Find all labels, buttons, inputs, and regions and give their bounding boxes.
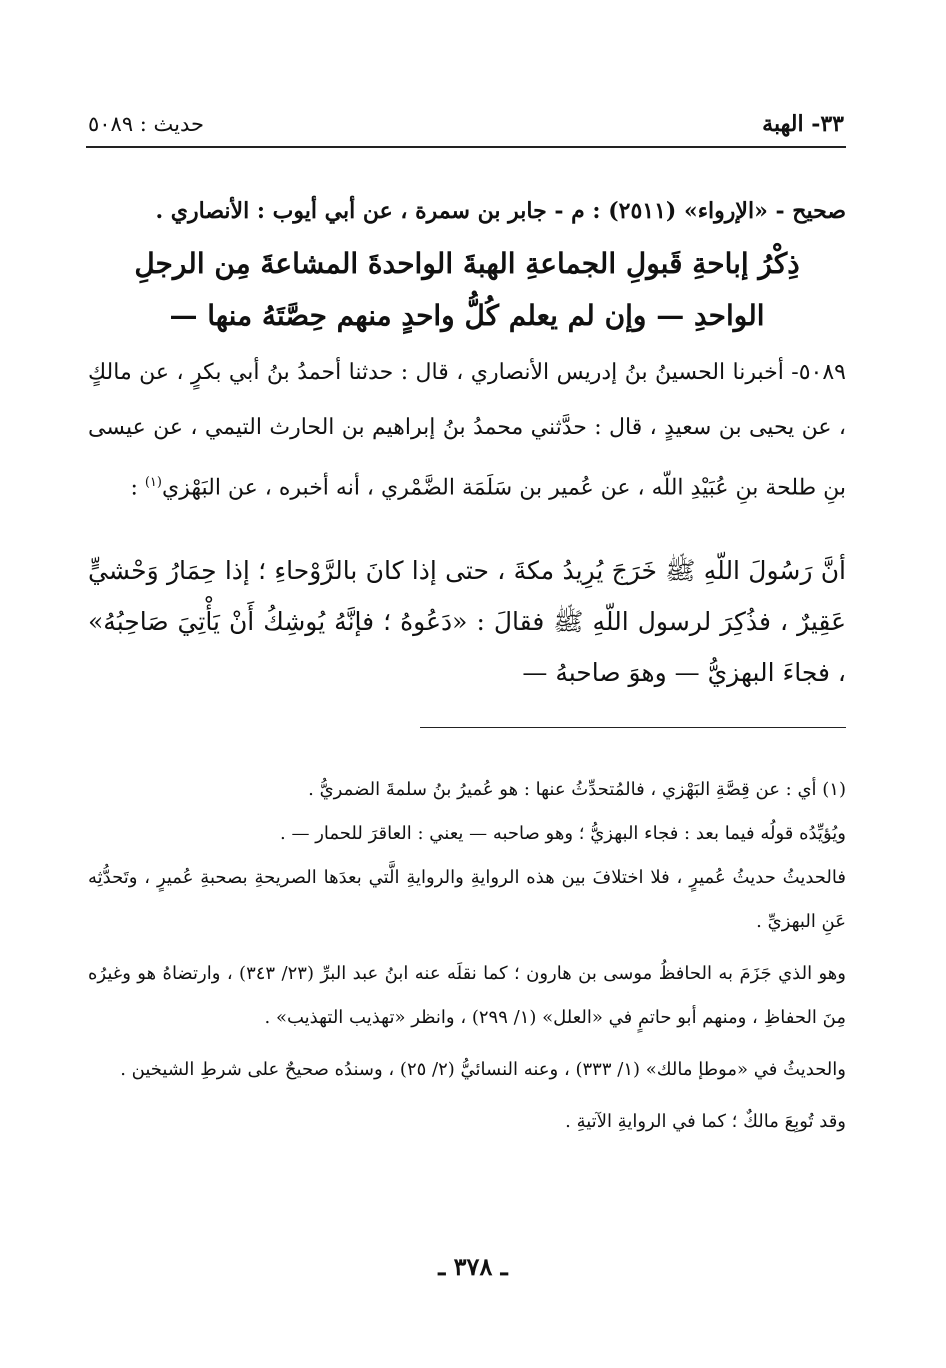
footnote-4: وهو الذي جَزَمَ به الحافظُ موسى بن هارون ؛ كما نقلَه عنه ابنُ عبد البرِّ (٢٣/ ٣٤٣) ، وارتضاهُ هو وغيرُه مِنَ الحفاظِ ، ومنهم أبو حاتمٍ في «العلل» (١/ ٢٩٩) ، وانظر «تهذيب التهذيب» . xyxy=(88,963,846,1028)
hadith-reference: حديث : ٥٠٨٩ xyxy=(88,112,205,136)
grade-line: صحيح - «الإرواء» (٢٥١١) : م - جابر بن سمرة ، عن أبي أيوب : الأنصاري . xyxy=(155,198,846,224)
footnote-5: والحديثُ في «موطإ مالك» (١/ ٣٣٣) ، وعنه النسائيُّ (٢/ ٢٥) ، وسندُه صحيحٌ على شرطِ الشيخين . xyxy=(120,1059,846,1080)
running-header xyxy=(88,108,844,140)
footnote-marker: (١) xyxy=(144,475,162,490)
footnote-2: ويُؤيِّدُه قولُه فيما بعد : فجاء البهزيُّ ؛ وهو صاحبه — يعني : العاقرَ للحمار — . xyxy=(280,823,846,844)
chapter-heading-line-2: الواحدِ — وإن لم يعلم كُلُّ واحدٍ منهم حِصَّتَهُ منها — xyxy=(169,299,765,332)
header-rule xyxy=(86,146,846,148)
chapter-heading xyxy=(88,238,846,342)
footnote-6: وقد تُوبِعَ مالكٌ ؛ كما في الروايةِ الآتيةِ . xyxy=(565,1111,846,1132)
isnad-text: ٥٠٨٩- أخبرنا الحسينُ بنُ إدريس الأنصاري ، قال : حدثنا أحمدُ بنُ أبي بكرٍ ، عن مالكٍ ، عن يحيى بن سعيدٍ ، قال : حدَّثني محمدُ بنُ إبراهيم بن الحارث التيمي ، عن عيسى بنِ طلحة بنِ عُبَيْدِ اللّه ، عن عُمير بن سَلَمَة الضَّمْري ، أنه أخبره ، عن البَهْزي xyxy=(88,360,846,501)
isnad-paragraph xyxy=(88,345,846,515)
footnote-rule xyxy=(420,727,846,728)
isnad-tail: : xyxy=(130,475,145,501)
chapter-title: ٣٣- الهبة xyxy=(762,111,844,137)
page-number: ـ ٣٧٨ ـ xyxy=(438,1252,508,1281)
chapter-heading-line-1: ذِكْرُ إباحةِ قَبولِ الجماعةِ الهبةَ الواحدةَ المشاعةَ مِن الرجلِ xyxy=(134,247,800,280)
matn-paragraph: أنَّ رَسُولَ اللّهِ ﷺ خَرَجَ يُرِيدُ مكةَ ، حتى إذا كانَ بالرَّوْحاءِ ؛ إذا حِمَارُ وَحْشيٍّ عَقِيرٌ ، فذُكِرَ لرسول اللّهِ ﷺ فقالَ : «دَعُوهُ ؛ فإنَّهُ يُوشِكُ أَنْ يَأْتِيَ صَاحِبُهُ» ، فجاءَ البهزيُّ — وهوَ صاحبهُ — xyxy=(88,556,846,687)
footnotes xyxy=(88,768,846,1144)
footnote-1: (١) أي : عن قِصَّةِ البَهْزي ، فالمُتحدِّثُ عنها : هو عُميرُ بنُ سلمةَ الضمريُّ . xyxy=(308,779,846,800)
footnote-3: فالحديثُ حديثُ عُميرٍ ، فلا اختلافَ بين هذه الروايةِ والروايةِ الَّتي بعدَها الصريحةِ بصحبةِ عُميرٍ ، وتَحدُّثِه عَنِ البهزيِّ . xyxy=(88,867,846,932)
